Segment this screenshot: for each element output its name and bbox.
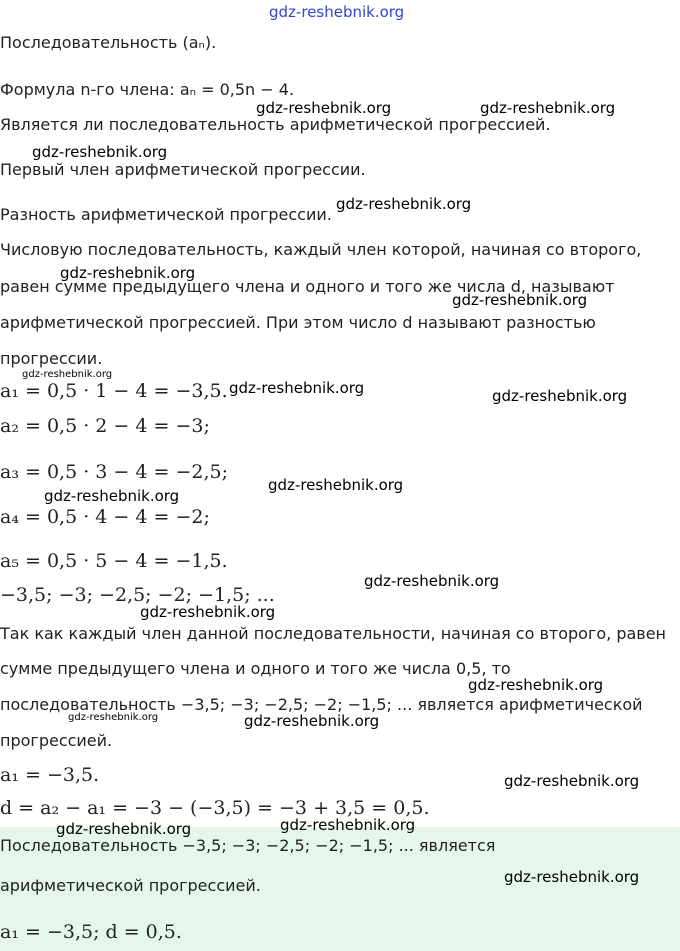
question-is-arithmetic: Является ли последовательность арифметической прогрессией. (0, 115, 551, 134)
term-a5-calc: a₅ = 0,5 · 5 − 4 = −1,5. (0, 550, 228, 572)
watermark: gdz-reshebnik.org (280, 816, 416, 834)
given-sequence: Последовательность (aₙ). (0, 33, 217, 52)
answer-line-2: арифметической прогрессией. (0, 876, 261, 895)
watermark-top: gdz-reshebnik.org (269, 3, 405, 21)
term-a2-calc: a₂ = 0,5 · 2 − 4 = −3; (0, 415, 210, 437)
definition-line-2: равен сумме предыдущего члена и одного и того же числа d, называют (0, 277, 615, 296)
watermark: gdz-reshebnik.org (140, 603, 276, 621)
conclusion-line-4: прогрессией. (0, 731, 113, 750)
definition-line-4: прогрессии. (0, 349, 103, 368)
conclusion-line-1: Так как каждый член данной последовательности, начиная со второго, равен (0, 624, 667, 643)
watermark: gdz-reshebnik.org (504, 772, 640, 790)
watermark: gdz-reshebnik.org (452, 291, 588, 309)
term-a3-calc: a₃ = 0,5 · 3 − 4 = −2,5; (0, 461, 228, 483)
watermark: gdz-reshebnik.org (480, 99, 616, 117)
watermark: gdz-reshebnik.org (60, 264, 196, 282)
watermark: gdz-reshebnik.org (32, 143, 168, 161)
answer-line-1: Последовательность −3,5; −3; −2,5; −2; −1,5; ... является (0, 836, 496, 855)
watermark: gdz-reshebnik.org (336, 195, 472, 213)
question-first-term: Первый член арифметической прогрессии. (0, 160, 366, 179)
term-a1-calc: a₁ = 0,5 · 1 − 4 = −3,5. (0, 380, 228, 402)
watermark: gdz-reshebnik.org (44, 487, 180, 505)
watermark: gdz-reshebnik.org (229, 379, 365, 397)
watermark: gdz-reshebnik.org (468, 676, 604, 694)
watermark: gdz-reshebnik.org (268, 476, 404, 494)
watermark: gdz-reshebnik.org (256, 99, 392, 117)
given-formula: Формула n-го члена: aₙ = 0,5n − 4. (0, 80, 295, 99)
answer-line-3: a₁ = −3,5; d = 0,5. (0, 921, 182, 943)
watermark-small: gdz-reshebnik.org (22, 369, 113, 380)
term-a4-calc: a₄ = 0,5 · 4 − 4 = −2; (0, 506, 210, 528)
definition-line-1: Числовую последовательность, каждый член которой, начиная со второго, (0, 240, 642, 259)
watermark: gdz-reshebnik.org (504, 868, 640, 886)
watermark: gdz-reshebnik.org (492, 387, 628, 405)
sequence-terms: −3,5; −3; −2,5; −2; −1,5; ... (0, 584, 275, 606)
conclusion-line-3: последовательность −3,5; −3; −2,5; −2; −1,5; ... является арифметической (0, 695, 643, 714)
question-difference: Разность арифметической прогрессии. (0, 205, 332, 224)
first-term-result: a₁ = −3,5. (0, 764, 100, 786)
definition-line-3: арифметической прогрессией. При этом число d называют разностью (0, 313, 596, 332)
watermark: gdz-reshebnik.org (56, 820, 192, 838)
watermark: gdz-reshebnik.org (244, 712, 380, 730)
watermark-small: gdz-reshebnik.org (68, 712, 159, 723)
conclusion-line-2: сумме предыдущего члена и одного и того же числа 0,5, то (0, 659, 511, 678)
difference-result: d = a₂ − a₁ = −3 − (−3,5) = −3 + 3,5 = 0,5. (0, 797, 430, 819)
watermark: gdz-reshebnik.org (364, 572, 500, 590)
